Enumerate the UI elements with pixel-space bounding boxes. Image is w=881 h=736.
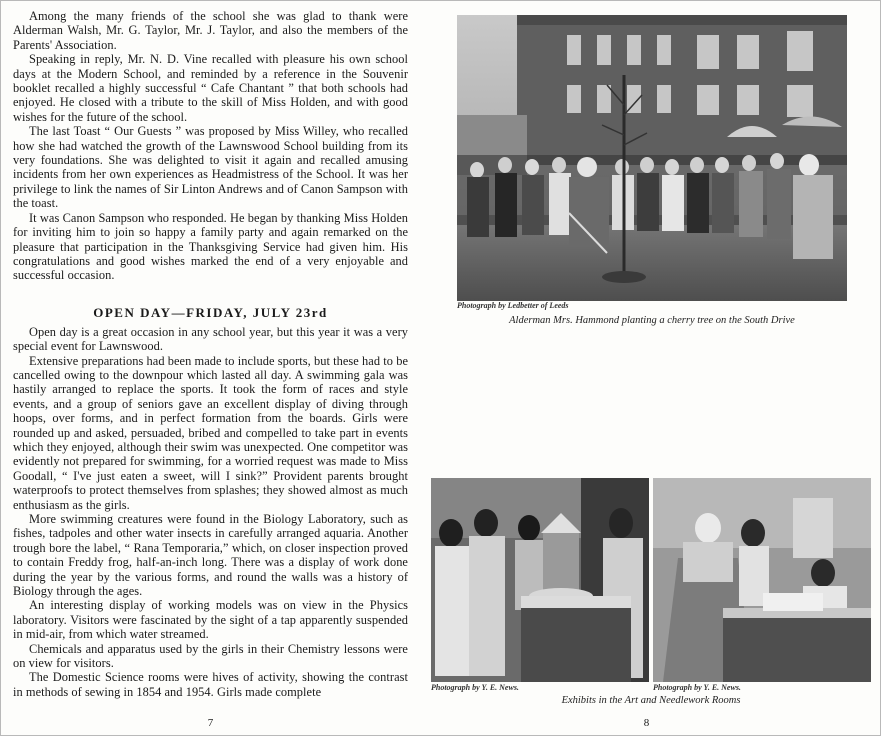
- paragraph: Open day is a great occasion in any school year, but this year it was a very special event for Lawnswood.: [13, 324, 408, 354]
- paragraph: More swimming creatures were found in the Biology Laboratory, such as fishes, tadpoles and other water insects in carefully arranged aquaria. Another trough bore the label, “ Rana Temporaria,” which, on closer inspection proved to contain Freddy frog, half-an-inch long. There was a display of work done during the year by the various forms, and round the walls was a history of Biology through the ages.: [13, 512, 408, 599]
- paragraph: Among the many friends of the school she was glad to thank were Alderman Walsh, Mr. G. Taylor, Mr. J. Taylor, and also the members of the Parents' Association.: [13, 9, 408, 52]
- paragraph: The last Toast “ Our Guests ” was proposed by Miss Willey, who recalled how she had watched the growth of the Lawnswood School building from its very foundations. She was delighted to visit it again and recalled amusing incidents from her own experiences as Headmistress of the School. It was her privilege to link the names of Sir Linton Andrews and of Canon Sampson with the toast.: [13, 124, 408, 211]
- paragraph: Chemicals and apparatus used by the girls in their Chemistry lessons were on view for visitors.: [13, 641, 408, 671]
- needlework-room-photo: [653, 478, 871, 682]
- paragraph: Speaking in reply, Mr. N. D. Vine recalled with pleasure his own school days at the Modern School, and reminded by a reference in the Souvenir booklet recalled a highly successful “ Cafe Chantant ” that both schools had enjoyed. He closed with a tribute to the skill of Miss Holden, and with good wishes for the future of the school.: [13, 52, 408, 124]
- left-page: [13, 9, 408, 731]
- page-number: 7: [207, 717, 214, 729]
- page-number: 8: [643, 717, 650, 729]
- photo-credit: Photograph by Y. E. News.: [653, 683, 741, 692]
- text-block-bottom: [13, 325, 408, 700]
- photo-credit: Photograph by Ledbetter of Leeds: [457, 301, 569, 310]
- text-block-top: [13, 9, 408, 283]
- paragraph: It was Canon Sampson who responded. He began by thanking Miss Holden for inviting him to join so happy a family party and again remarked on the pleasure that participation in the Thanksgiving Service had given him. His congratulations and good wishes marked the end of a very enjoyable and successful occasion.: [13, 210, 408, 283]
- paragraph: The Domestic Science rooms were hives of activity, showing the contrast in methods of sewing in 1854 and 1954. Girls made complete: [13, 670, 408, 699]
- photo-credit: Photograph by Y. E. News.: [431, 683, 519, 692]
- art-room-photo: [431, 478, 649, 682]
- tree-planting-photo: [457, 15, 847, 301]
- section-heading: OPEN DAY—FRIDAY, JULY 23rd: [93, 304, 328, 320]
- paragraph: Extensive preparations had been made to include sports, but these had to be cancelled owing to the downpour which lasted all day. A swimming gala was hastily arranged to replace the sports. It took the form of races and style events, and a group of seniors gave an excellent display of diving through hoops, over forms, and in perfect formation from the boards. Girls were rounded up and asked, persuaded, bribed and compelled to take part in events which they enjoyed, although their swim was unexpected. One competitor was evidently not prepared for swimming, for a worried request was made to Miss Goodall, “ I've just eaten a sweet, will I sink?” Provident parents brought waterproofs to protect themselves from splashes; they showed almost as much enthusiasm as the girls.: [13, 353, 408, 512]
- photo-caption: Exhibits in the Art and Needlework Rooms: [561, 695, 741, 706]
- photo-caption: Alderman Mrs. Hammond planting a cherry tree on the South Drive: [509, 315, 795, 326]
- paragraph: An interesting display of working models was on view in the Physics laboratory. Visitors were fascinated by the sight of a tap apparently suspended in mid-air, from which water streamed.: [13, 598, 408, 642]
- right-page: [419, 9, 874, 731]
